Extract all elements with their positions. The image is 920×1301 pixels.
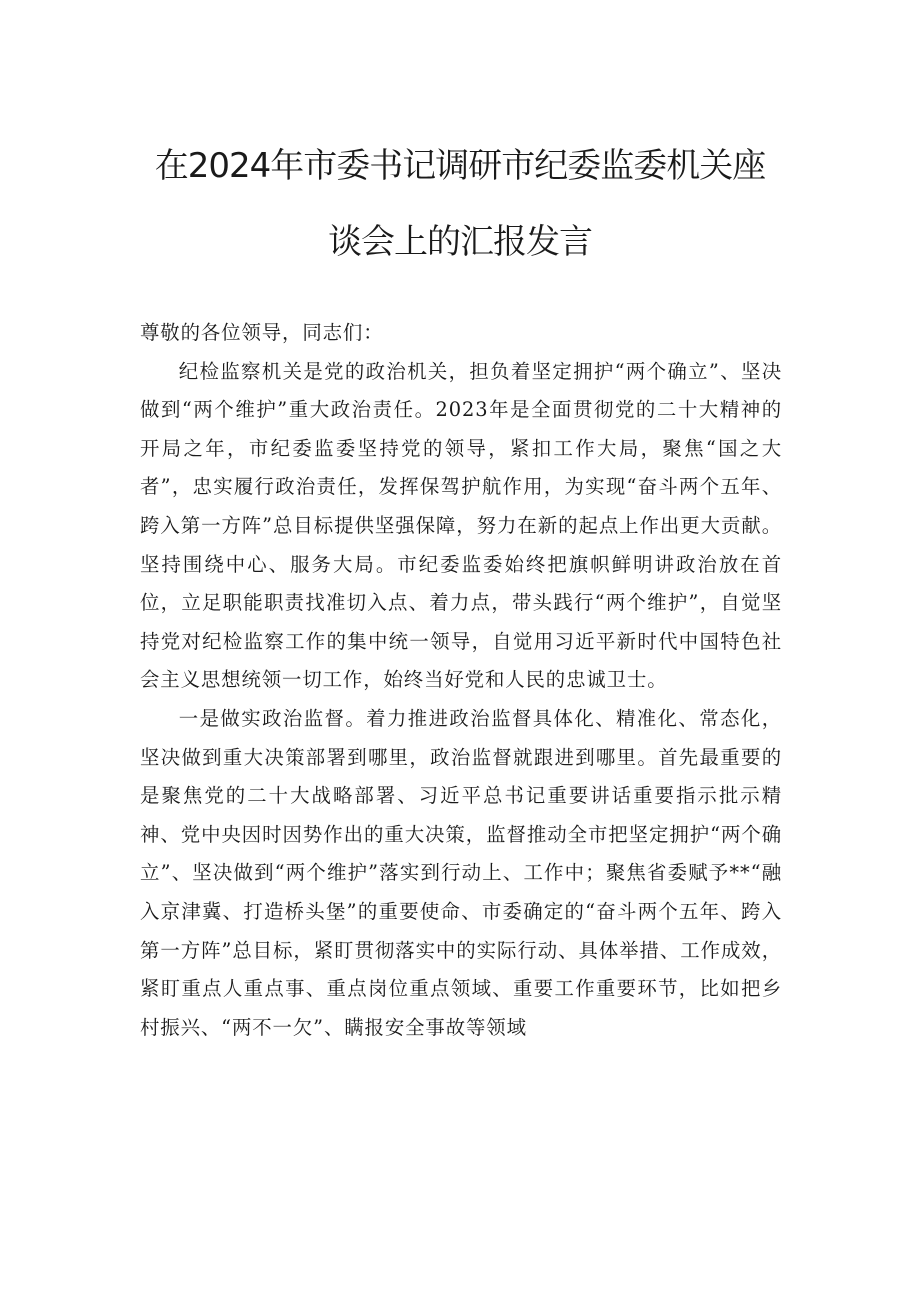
document-title [80,128,840,280]
salutation: 尊敬的各位领导，同志们： [140,321,384,344]
document-body [140,314,782,1047]
title-line-1: 在2024年市委书记调研市纪委监委机关座 [154,146,766,186]
paragraph-2: 一是做实政治监督。着力推进政治监督具体化、精准化、常态化，坚决做到重大决策部署到哪里，政治监督就跟进到哪里。首先最重要的是聚焦党的二十大战略部署、习近平总书记重要讲话重要指示批示精神、党中央因时因势作出的重大决策，监督推动全市把坚定拥护“两个确立”、坚决做到“两个维护”落实到行动上、工作中；聚焦省委赋予**“融入京津冀、打造桥头堡”的重要使命、市委确定的“奋斗两个五年、跨入第一方阵”总目标，紧盯贯彻落实中的实际行动、具体举措、工作成效，紧盯重点人重点事、重点岗位重点领域、重要工作重要环节，比如把乡村振兴、“两不一欠”、瞒报安全事故等领域 [140,706,782,1039]
title-line-2: 谈会上的汇报发言 [328,222,592,262]
paragraph-1: 纪检监察机关是党的政治机关，担负着坚定拥护“两个确立”、坚决做到“两个维护”重大政治责任。2023年是全面贯彻党的二十大精神的开局之年，市纪委监委坚持党的领导，紧扣工作大局，聚焦“国之大者”，忠实履行政治责任，发挥保驾护航作用，为实现“奋斗两个五年、跨入第一方阵”总目标提供坚强保障，努力在新的起点上作出更大贡献。坚持围绕中心、服务大局。市纪委监委始终把旗帜鲜明讲政治放在首位，立足职能职责找准切入点、着力点，带头践行“两个维护”，自觉坚持党对纪检监察工作的集中统一领导，自觉用习近平新时代中国特色社会主义思想统领一切工作，始终当好党和人民的忠诚卫士。 [140,359,782,692]
